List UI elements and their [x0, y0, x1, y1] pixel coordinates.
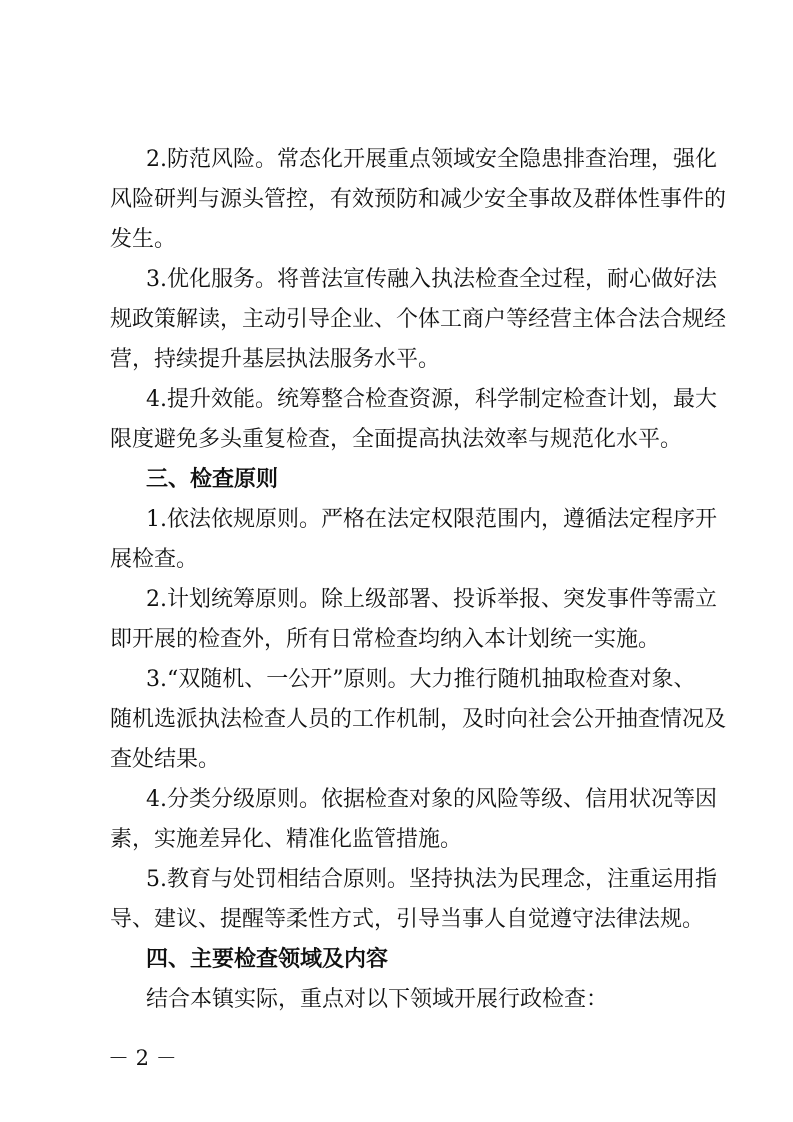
- paragraph-line: 导、建议、提醒等柔性方式，引导当事人自觉遵守法律法规。: [110, 907, 705, 932]
- paragraph-line: 3.“双随机、一公开”原则。大力推行随机抽取检查对象、: [146, 667, 696, 692]
- paragraph-line: 查处结果。: [110, 747, 221, 772]
- paragraph-line: 限度避免多头重复检查，全面提高执法效率与规范化水平。: [110, 427, 683, 452]
- paragraph-line: 4.提升效能。统筹整合检查资源，科学制定检查计划，最大: [146, 387, 717, 412]
- paragraph-line: 素，实施差异化、精准化监管措施。: [110, 827, 463, 852]
- paragraph-line: 展检查。: [110, 547, 199, 572]
- paragraph-line: 随机选派执法检查人员的工作机制，及时向社会公开抽查情况及: [110, 707, 727, 732]
- paragraph-line: 1.依法依规原则。严格在法定权限范围内，遵循法定程序开: [146, 507, 717, 532]
- paragraph-line: 发生。: [110, 227, 177, 252]
- page-number: － 2 －: [108, 1046, 177, 1070]
- paragraph-line: 3.优化服务。将普法宣传融入执法检查全过程，耐心做好法: [146, 267, 717, 292]
- paragraph-line: 4.分类分级原则。依据检查对象的风险等级、信用状况等因: [146, 787, 717, 812]
- paragraph-line: 2.防范风险。常态化开展重点领域安全隐患排查治理，强化: [146, 147, 717, 172]
- paragraph-line: 营，持续提升基层执法服务水平。: [110, 347, 441, 372]
- paragraph-line: 风险研判与源头管控，有效预防和减少安全事故及群体性事件的: [110, 187, 727, 212]
- section-heading-principles: 三、检查原则: [146, 467, 279, 492]
- section-heading-inspection-areas: 四、主要检查领域及内容: [146, 947, 389, 972]
- paragraph-line: 即开展的检查外，所有日常检查均纳入本计划统一实施。: [110, 627, 661, 652]
- paragraph-line: 2.计划统筹原则。除上级部署、投诉举报、突发事件等需立: [146, 587, 717, 612]
- paragraph-line: 结合本镇实际，重点对以下领域开展行政检查：: [146, 987, 609, 1012]
- paragraph-line: 规政策解读，主动引导企业、个体工商户等经营主体合法合规经: [110, 307, 727, 332]
- paragraph-line: 5.教育与处罚相结合原则。坚持执法为民理念，注重运用指: [146, 867, 717, 892]
